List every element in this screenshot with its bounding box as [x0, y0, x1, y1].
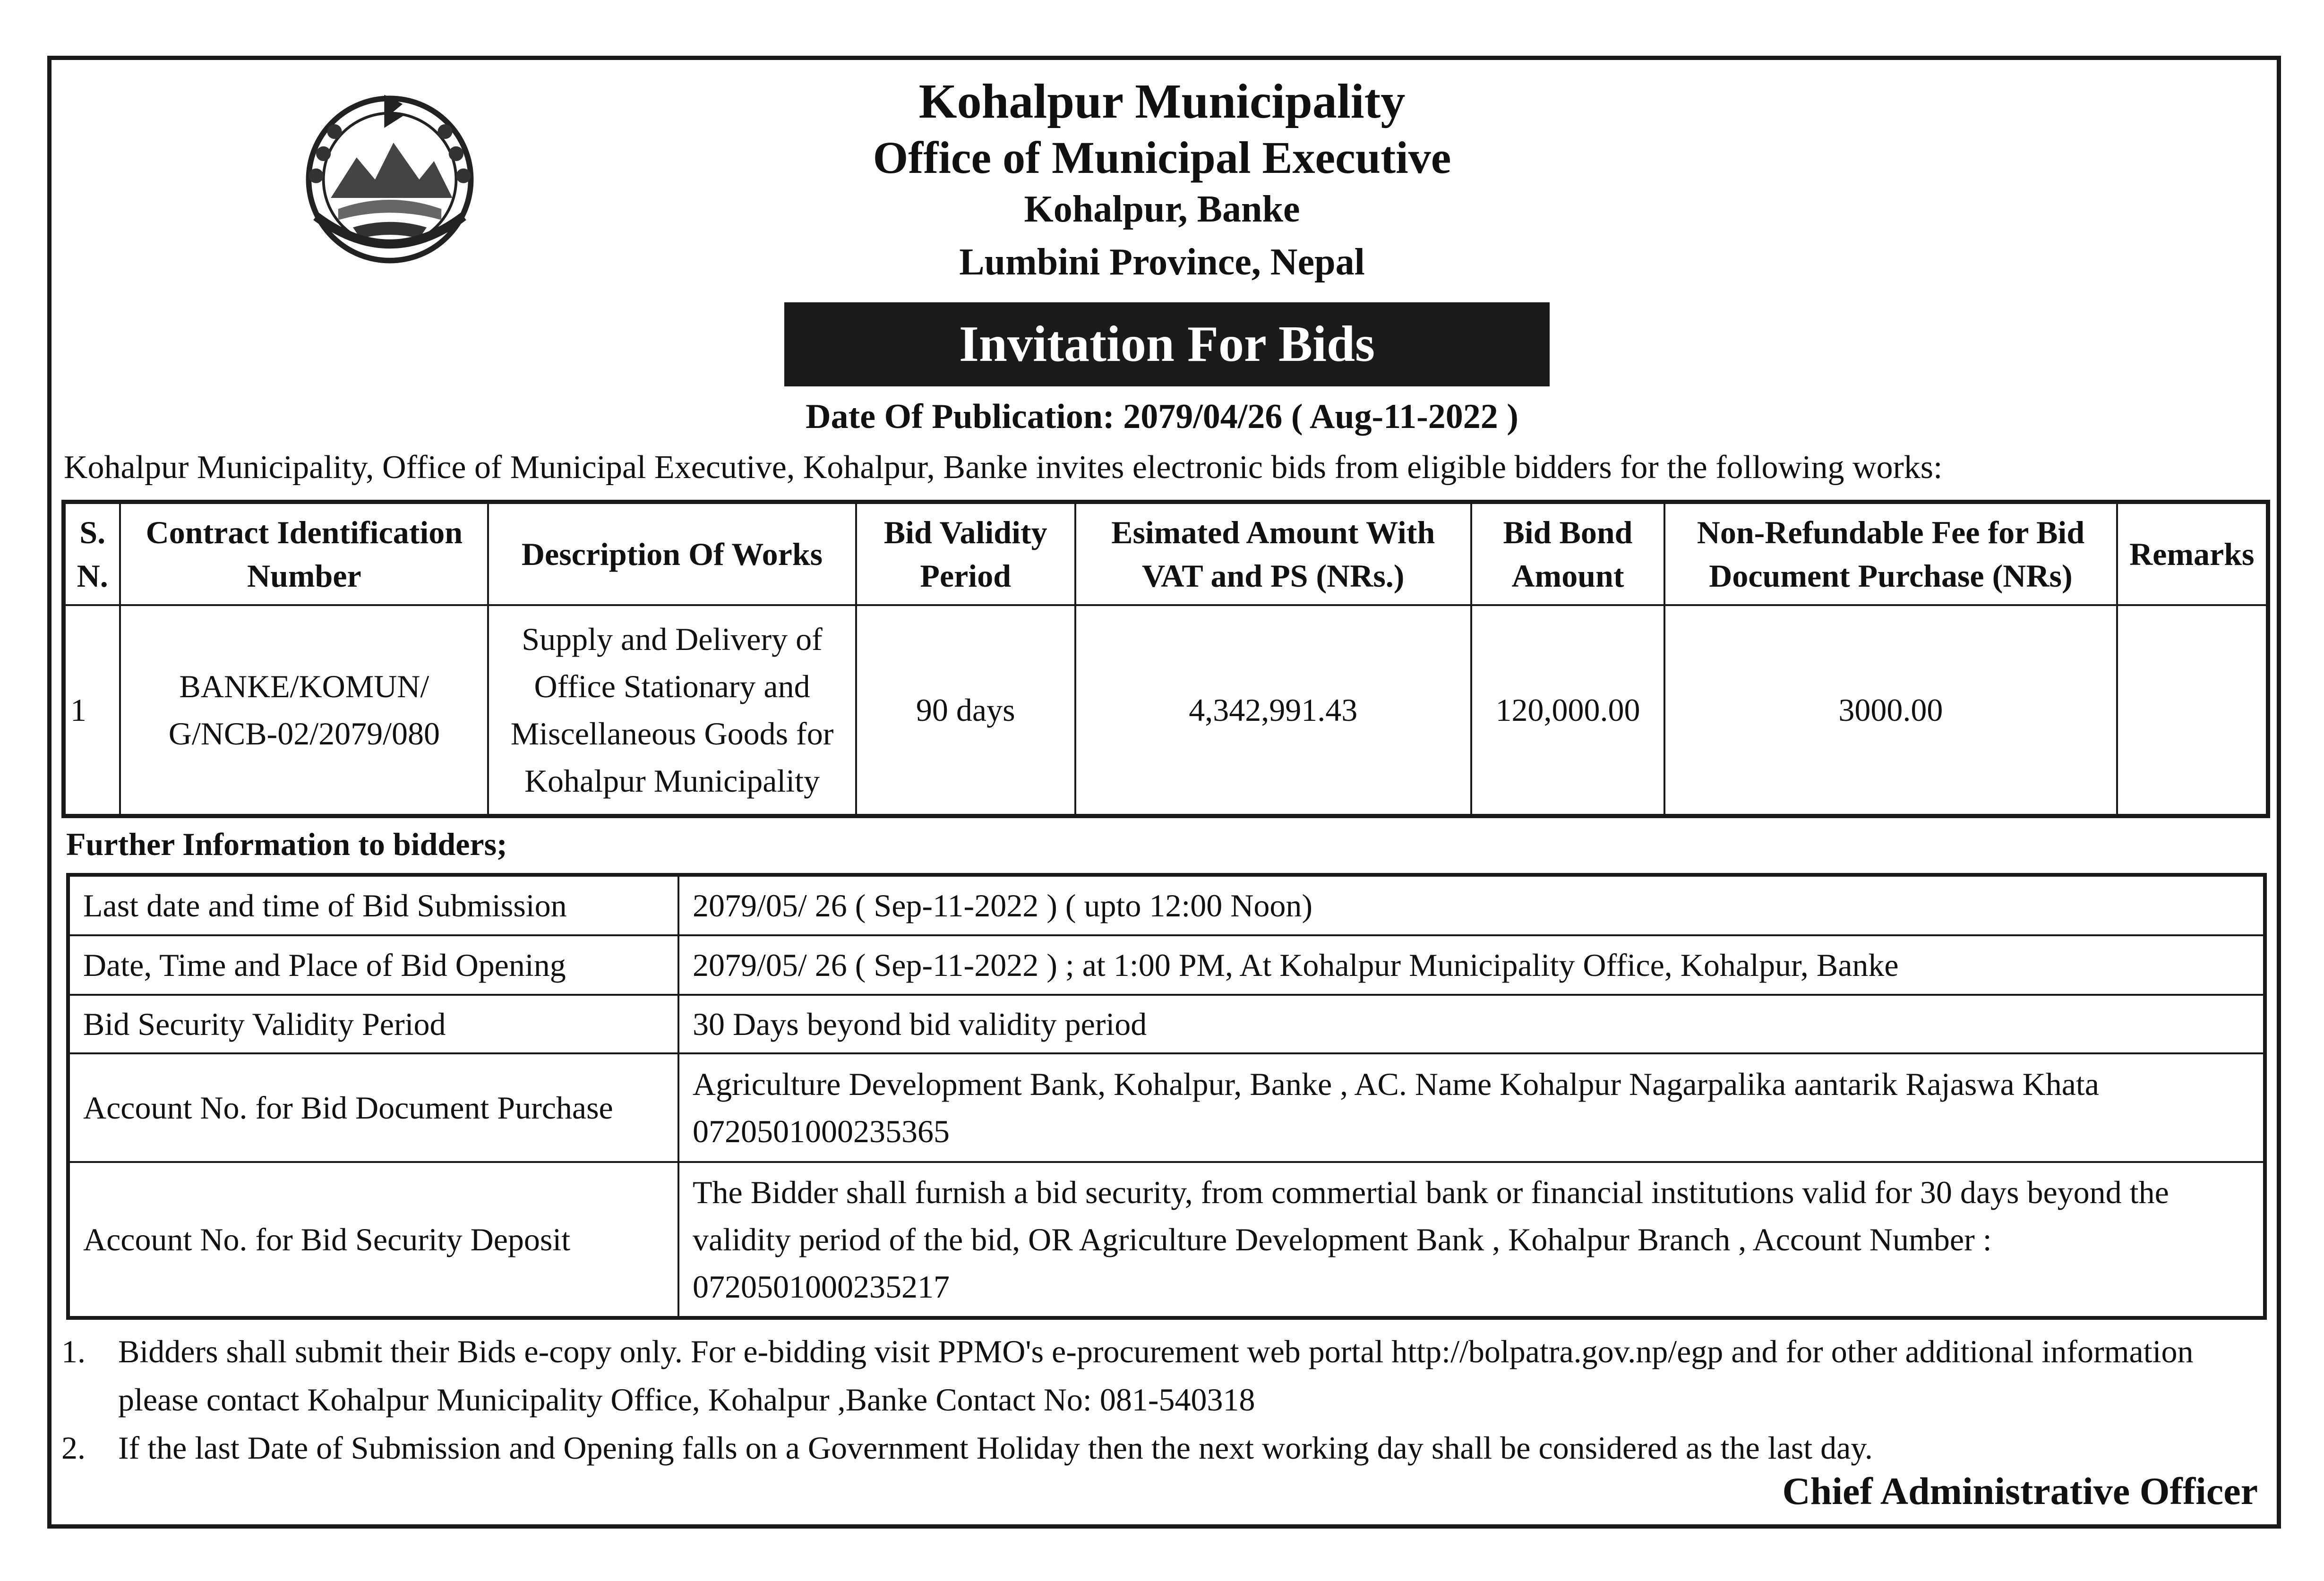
info-label: Account No. for Bid Document Purchase: [68, 1053, 678, 1162]
info-value: 2079/05/ 26 ( Sep-11-2022 ) ; at 1:00 PM, At Kohalpur Municipality Office, Kohalpur, Banke: [678, 935, 2265, 995]
col-header-bond: Bid Bond Amount: [1471, 502, 1665, 606]
further-info-table: [66, 873, 2267, 1320]
cell-estimate: 4,342,991.43: [1075, 605, 1471, 816]
cell-validity: 90 days: [856, 605, 1075, 816]
further-info-heading: Further Information to bidders;: [66, 826, 507, 862]
note-number: 1.: [61, 1333, 86, 1369]
info-row: [68, 1053, 2265, 1162]
publication-date: Date Of Publication: 2079/04/26 ( Aug-11-2022 ): [806, 397, 1518, 436]
info-value: 2079/05/ 26 ( Sep-11-2022 ) ( upto 12:00 Noon): [678, 875, 2265, 935]
info-row: [68, 875, 2265, 935]
info-label: Bid Security Validity Period: [68, 995, 678, 1053]
info-value: 30 Days beyond bid validity period: [678, 995, 2265, 1053]
info-label: Account No. for Bid Security Deposit: [68, 1162, 678, 1318]
signatory-title: Chief Administrative Officer: [1782, 1470, 2258, 1513]
note-text: If the last Date of Submission and Opening falls on a Government Holiday then the next working day shall be considered as the last day.: [118, 1430, 1873, 1466]
bid-table: [61, 500, 2270, 818]
note-text: Bidders shall submit their Bids e-copy only. For e-bidding visit PPMO's e-procurement web portal http://bolpatra.gov.np/egp and for other additional information please contact Kohalpur Municipality Office, Kohalpur ,Banke Contact No: 081-540318: [118, 1333, 2194, 1418]
bid-table-header-row: [64, 502, 2268, 606]
info-row: [68, 935, 2265, 995]
table-row: [64, 605, 2268, 816]
cell-remarks: [2117, 605, 2268, 816]
note-number: 2.: [61, 1430, 86, 1466]
col-header-remarks: Remarks: [2117, 502, 2268, 606]
col-header-contract-id: Contract Identification Number: [120, 502, 488, 606]
col-header-validity: Bid Validity Period: [856, 502, 1075, 606]
address-line-1: Kohalpur, Banke: [1024, 188, 1300, 230]
info-label: Last date and time of Bid Submission: [68, 875, 678, 935]
cell-bond: 120,000.00: [1471, 605, 1665, 816]
col-header-description: Description Of Works: [488, 502, 856, 606]
cell-fee: 3000.00: [1664, 605, 2117, 816]
info-value: Agriculture Development Bank, Kohalpur, Banke , AC. Name Kohalpur Nagarpalika aantarik Rajaswa Khata 0720501000235365: [678, 1053, 2265, 1162]
info-row: [68, 995, 2265, 1053]
notice-title-banner: Invitation For Bids: [784, 302, 1550, 386]
col-header-fee: Non-Refundable Fee for Bid Document Purchase (NRs): [1664, 502, 2117, 606]
address-line-2: Lumbini Province, Nepal: [959, 241, 1365, 283]
cell-sn: 1: [64, 605, 120, 816]
info-row: [68, 1162, 2265, 1318]
notes-list: [61, 1327, 2273, 1472]
col-header-estimate: Esimated Amount With VAT and PS (NRs.): [1075, 502, 1471, 606]
info-label: Date, Time and Place of Bid Opening: [68, 935, 678, 995]
municipality-name: Kohalpur Municipality: [918, 74, 1406, 128]
list-item: [61, 1424, 2273, 1472]
info-value: The Bidder shall furnish a bid security, from commertial bank or financial institutions valid for 30 days beyond the validity period of the bid, OR Agriculture Development Bank , Kohalpur Branch , Account Number : 0720501000235217: [678, 1162, 2265, 1318]
intro-paragraph: Kohalpur Municipality, Office of Municipal Executive, Kohalpur, Banke invites electronic bids from eligible bidders for the following works:: [64, 449, 1943, 486]
cell-contract-id: BANKE/KOMUN/ G/NCB-02/2079/080: [120, 605, 488, 816]
list-item: [61, 1327, 2273, 1424]
col-header-sn: S. N.: [64, 502, 120, 606]
cell-description: Supply and Delivery of Office Stationary and Miscellaneous Goods for Kohalpur Municipality: [488, 605, 856, 816]
office-name: Office of Municipal Executive: [873, 132, 1451, 183]
